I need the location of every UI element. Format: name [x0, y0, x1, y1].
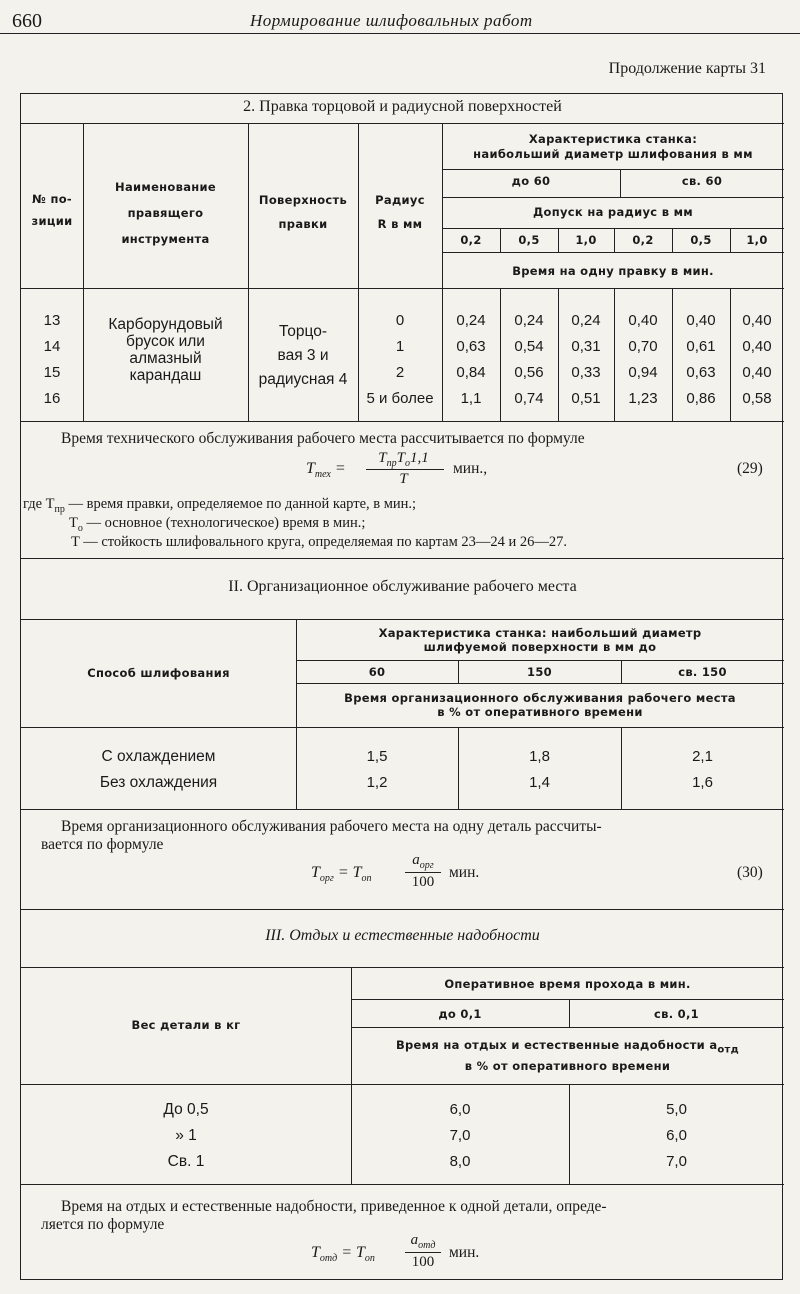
III-group-2: св. 0,1	[654, 1007, 699, 1021]
formula-rest-unit: мин.	[449, 1244, 480, 1261]
continuation-label: Продолжение карты 31	[608, 60, 766, 77]
II-values-150: 1,8 1,4	[529, 748, 550, 791]
II-machine-char: Характеристика станка: наибольший диаметр шлифуемой поверхности в мм до	[378, 626, 702, 654]
running-title: Нормирование шлифовальных работ	[250, 11, 533, 30]
formula-30-denominator: 100	[411, 874, 435, 890]
col-radius-header: Радиус R в мм	[375, 193, 425, 231]
diam-group-1: до 60	[511, 174, 551, 188]
section-II-title: II. Организационное обслуживание рабочего места	[228, 578, 577, 595]
radius-values: 0 1 2 5 и более	[366, 312, 434, 407]
formula-29-denominator: T	[399, 471, 408, 487]
col-method-header: Способ шлифования	[87, 666, 230, 680]
tolerance-label: Допуск на радиус в мм	[533, 205, 693, 219]
III-oper-time-label: Оперативное время прохода в мин.	[444, 977, 691, 991]
II-diam-150: 150	[527, 665, 552, 679]
where-line-2: $T_о$ — основное (технологическое) время в мин.;	[69, 515, 366, 534]
formula-30-number: (30)	[737, 864, 763, 881]
where-line-3: T — стойкость шлифовального круга, определяемая по картам 23—24 и 26—27.	[71, 534, 568, 550]
where-line-1: где $T_{пр}$ — время правки, определяемое по данной карте, в мин.;	[23, 496, 417, 515]
tolerance-2: 1,0	[575, 233, 597, 247]
time-per-dressing-label: Время на одну правку в мин.	[512, 264, 714, 278]
surface-name: Торцо- вая 3 и радиусная 4	[258, 323, 348, 388]
diam-group-2: св. 60	[681, 174, 723, 188]
values-col-4: 0,40 0,70 0,94 1,23	[628, 312, 658, 407]
formula-rest-numerator: $a_{отд}$	[410, 1232, 436, 1251]
III-weights: До 0,5 » 1 Св. 1	[163, 1101, 209, 1170]
formula-29-number: (29)	[737, 460, 763, 477]
III-text-intro2: ляется по формуле	[41, 1216, 165, 1233]
running-head	[0, 8, 800, 34]
values-col-3: 0,24 0,31 0,33 0,51	[571, 312, 601, 407]
values-col-5: 0,40 0,61 0,63 0,86	[686, 312, 716, 407]
II-diam-over-150: св. 150	[678, 665, 727, 679]
machine-char-header: Характеристика станка: наибольший диаметр шлифования в мм	[473, 132, 753, 161]
section2-title: 2. Правка торцовой и радиусной поверхностей	[243, 98, 562, 115]
II-values-60: 1,5 1,2	[366, 748, 388, 791]
section-III-title: III. Отдых и естественные надобности	[265, 927, 540, 944]
II-text-intro2: вается по формуле	[41, 836, 164, 853]
values-col-2: 0,24 0,54 0,56 0,74	[514, 312, 544, 407]
col-position-header: № по- зиции	[31, 192, 73, 228]
tolerance-4: 0,5	[690, 233, 712, 247]
II-methods: С охлаждением Без охлаждения	[99, 748, 218, 791]
formula-30-lhs: $T_{орг} = T_{оп}$	[311, 864, 372, 885]
III-group-1: до 0,1	[438, 1007, 482, 1021]
formula-30-unit: мин.	[449, 864, 480, 881]
values-col-1: 0,24 0,63 0,84 1,1	[456, 312, 486, 407]
II-time-label: Время организационного обслуживания рабочего места в % от оперативного времени	[344, 691, 736, 719]
tool-name: Карборундовый брусок или алмазный карандаш	[108, 316, 223, 384]
col-weight-header: Вес детали в кг	[131, 1018, 241, 1032]
tolerance-3: 0,2	[632, 233, 654, 247]
formula-30-numerator: $a_{орг}$	[412, 852, 434, 871]
II-values-over-150: 2,1 1,6	[692, 748, 713, 791]
values-col-6: 0,40 0,40 0,40 0,58	[742, 312, 772, 407]
formula-rest-lhs: $T_{отд} = T_{оп}$	[311, 1244, 375, 1265]
III-values-1: 6,0 7,0 8,0	[449, 1101, 471, 1170]
page-number: 660	[12, 10, 42, 32]
formula-29-numerator: $T_{пр}T_о1,1$	[378, 450, 429, 469]
tolerance-0: 0,2	[460, 233, 482, 247]
II-text-intro: Время организационного обслуживания рабочего места на одну деталь рассчиты-	[61, 818, 602, 835]
position-numbers: 13 14 15 16	[43, 312, 61, 407]
III-text-intro: Время на отдых и естественные надобности, приведенное к одной детали, опреде-	[61, 1198, 607, 1215]
II-diam-60: 60	[368, 665, 386, 679]
tolerance-1: 0,5	[518, 233, 540, 247]
col-tool-header: Наименование правящего инструмента	[115, 180, 216, 246]
formula-rest-denominator: 100	[411, 1254, 435, 1270]
card-frame	[20, 93, 783, 1280]
tolerance-5: 1,0	[746, 233, 768, 247]
col-surface-header: Поверхность правки	[258, 193, 348, 231]
III-values-2: 5,0 6,0 7,0	[666, 1101, 687, 1170]
formula-29-lhs: $T_{тех}$ =	[306, 460, 346, 481]
III-time-label: Время на отдых и естественные надобности $a_{отд}$ в % от оперативного времени	[395, 1038, 740, 1074]
formula-29-unit: мин.,	[453, 460, 488, 477]
tech-service-intro: Время технического обслуживания рабочего места рассчитывается по формуле	[61, 430, 585, 447]
